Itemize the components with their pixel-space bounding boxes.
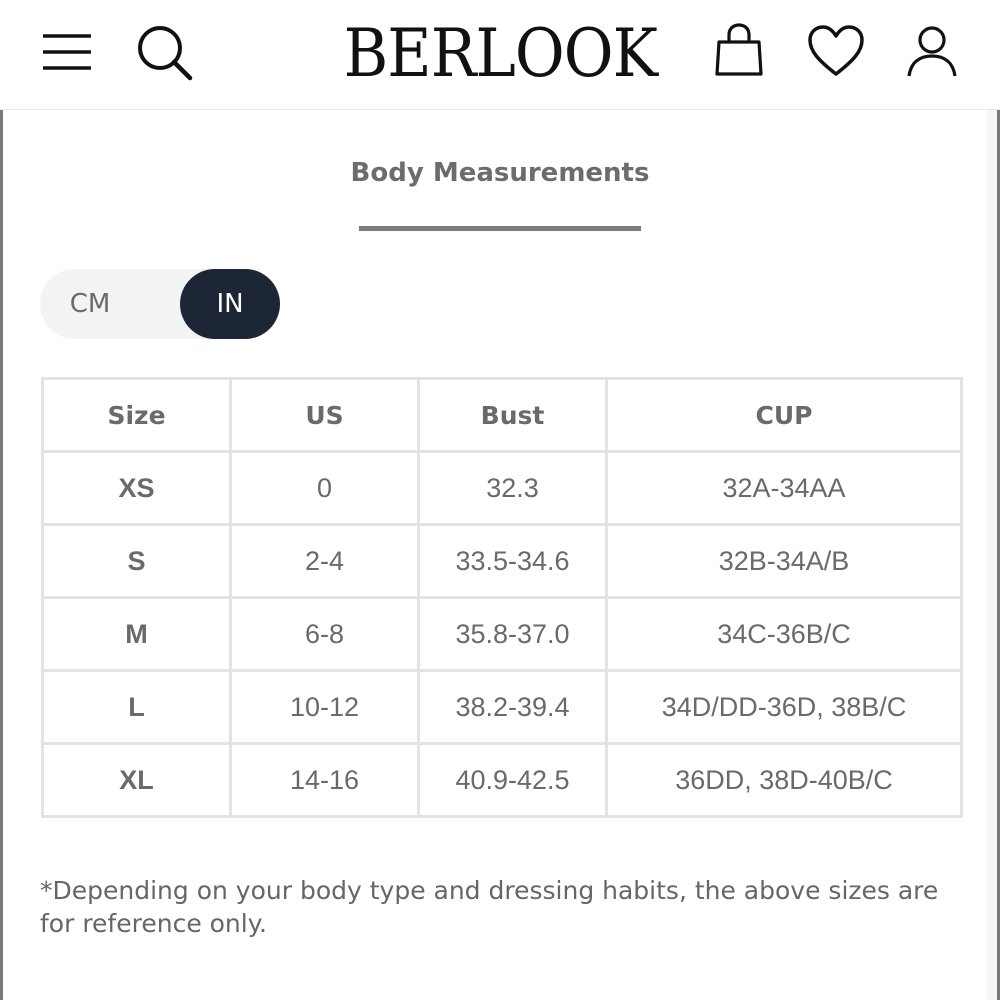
column-header-us: US — [231, 379, 419, 452]
tab-body-measurements[interactable]: Body Measurements — [350, 158, 650, 188]
us-cell: 2-4 — [231, 525, 419, 598]
cup-cell: 36DD, 38D-40B/C — [607, 744, 962, 817]
bust-cell: 40.9-42.5 — [419, 744, 607, 817]
heart-icon[interactable] — [806, 24, 866, 78]
active-tab-underline — [359, 226, 641, 231]
cup-cell: 32B-34A/B — [607, 525, 962, 598]
shopping-bag-icon[interactable] — [712, 22, 766, 78]
unit-in-option[interactable]: IN — [180, 269, 280, 339]
brand-logo[interactable]: BERLOOK — [343, 15, 658, 92]
table-row — [43, 452, 962, 525]
size-cell: M — [43, 598, 231, 671]
bust-cell: 38.2-39.4 — [419, 671, 607, 744]
bust-cell: 32.3 — [419, 452, 607, 525]
table-row — [43, 598, 962, 671]
us-cell: 10-12 — [231, 671, 419, 744]
us-cell: 0 — [231, 452, 419, 525]
table-row — [43, 671, 962, 744]
size-cell: L — [43, 671, 231, 744]
size-chart-table — [41, 377, 963, 818]
size-disclaimer: *Depending on your body type and dressing habits, the above sizes are for reference only. — [40, 876, 939, 938]
cup-cell: 34D/DD-36D, 38B/C — [607, 671, 962, 744]
column-header-size: Size — [43, 379, 231, 452]
table-row — [43, 744, 962, 817]
search-icon[interactable] — [134, 22, 196, 84]
scrollbar-track[interactable] — [987, 110, 997, 1000]
site-header — [0, 0, 1000, 110]
size-cell: S — [43, 525, 231, 598]
user-icon[interactable] — [904, 24, 960, 80]
column-header-bust: Bust — [419, 379, 607, 452]
table-row — [43, 525, 962, 598]
cup-cell: 34C-36B/C — [607, 598, 962, 671]
bust-cell: 33.5-34.6 — [419, 525, 607, 598]
unit-toggle[interactable] — [40, 269, 244, 339]
cup-cell: 32A-34AA — [607, 452, 962, 525]
unit-cm-option[interactable]: CM — [69, 289, 111, 319]
size-cell: XL — [43, 744, 231, 817]
bust-cell: 35.8-37.0 — [419, 598, 607, 671]
column-header-cup: CUP — [607, 379, 962, 452]
table-header-row — [43, 379, 962, 452]
us-cell: 6-8 — [231, 598, 419, 671]
us-cell: 14-16 — [231, 744, 419, 817]
menu-icon[interactable] — [40, 28, 94, 72]
size-cell: XS — [43, 452, 231, 525]
